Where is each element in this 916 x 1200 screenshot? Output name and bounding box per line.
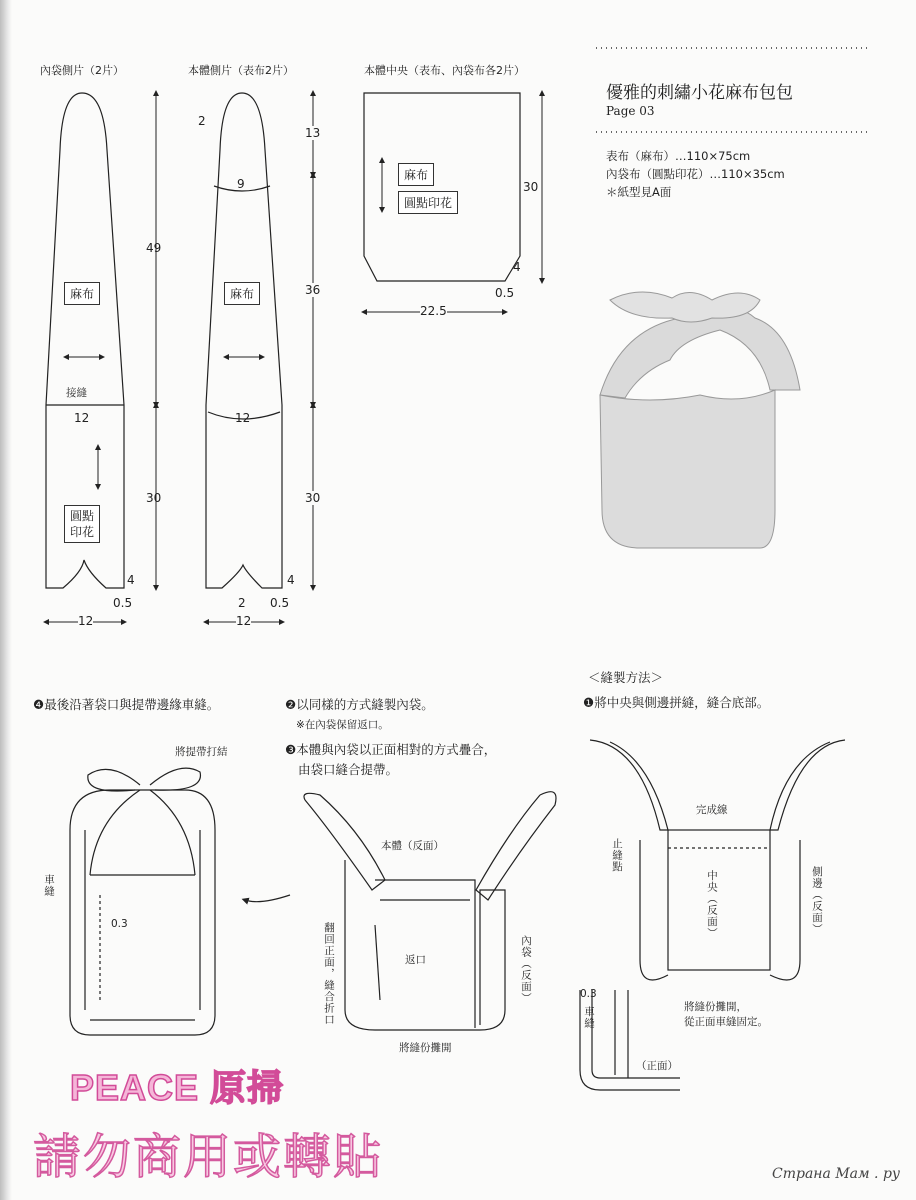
center-caption: 本體中央（表布、內袋布各2片） (364, 64, 525, 77)
center-piece (364, 93, 520, 281)
inner-side-caption: 內袋側片（2片） (40, 64, 124, 77)
inner-bottom-height: 30 (146, 491, 162, 505)
d2-opening: 返口 (405, 954, 426, 966)
d1-stop-point: 止縫點 (611, 838, 623, 873)
watermark-line-2: 請勿商用或轉貼 (33, 1129, 384, 1185)
material-2: 內袋布（圓點印花）…110×35cm (606, 167, 785, 181)
body-top-height: 13 (305, 126, 321, 140)
d1-corner-detail (580, 990, 680, 1090)
step-3-line-2: 由袋口縫合提帶。 (298, 762, 399, 777)
body-mid-height: 36 (305, 283, 321, 297)
site-watermark: Страна Мам . ру (772, 1166, 901, 1182)
step-3-line-1: ❸本體與內袋以正面相對的方式疊合， (285, 742, 497, 757)
d4-tie: 將提帶打結 (175, 746, 228, 758)
d2-lining-wrong: 內袋（反面） (520, 935, 532, 1004)
d2-open-seam: 將縫份攤開 (399, 1042, 452, 1054)
inner-base-width: 12 (78, 614, 94, 628)
inner-fabric-top: 麻布 (64, 282, 100, 305)
d1-open-seam-2: 從正面車縫固定。 (684, 1016, 768, 1028)
inner-notch-w: 0.5 (113, 596, 133, 610)
inner-top-height: 49 (146, 241, 162, 255)
d1-topstitch: 車縫 (583, 1006, 595, 1029)
center-height: 30 (523, 180, 539, 194)
body-fabric: 麻布 (224, 282, 260, 305)
center-width: 22.5 (420, 304, 447, 318)
center-fabric-a: 麻布 (398, 163, 434, 186)
body-base-width: 12 (236, 614, 252, 628)
inner-fabric-bottom (64, 505, 100, 543)
center-fabric-b: 圓點印花 (398, 191, 458, 214)
d4-topstitch: 車縫 (43, 874, 55, 897)
d1-open-seam (684, 1000, 768, 1030)
d2-turn-label: 翻回正面，縫合折口 (323, 922, 335, 1026)
body-notch-h: 4 (287, 573, 295, 587)
step-2-note: ※在內袋保留返口。 (296, 719, 389, 731)
step-4: ❹最後沿著袋口與提帶邊緣車縫。 (33, 697, 220, 712)
page-title: 優雅的刺繡小花麻布包包 (606, 83, 793, 103)
body-side-caption: 本體側片（表布2片） (188, 64, 294, 77)
d2-right-strap (476, 792, 556, 900)
watermark-line-1: PEACE 原掃 (70, 1067, 285, 1108)
d1-offset: 0.3 (580, 988, 597, 1000)
d4-bow (88, 768, 201, 791)
inner-notch-h: 4 (127, 573, 135, 587)
page-ref: Page 03 (606, 104, 655, 118)
d1-center: 中央（反面） (706, 870, 718, 939)
step-1: ❶將中央與側邊拼縫，縫合底部。 (583, 695, 770, 710)
material-1: 表布（麻布）…110×75cm (606, 149, 751, 163)
d1-right-strap (770, 740, 845, 830)
center-notch-w: 0.5 (495, 286, 515, 300)
inner-fabric-bottom-2: 印花 (70, 525, 95, 539)
inner-fabric-bottom-1: 圓點 (70, 509, 95, 523)
inner-seam-label: 接縫 (66, 387, 87, 399)
inner-mid-width: 12 (74, 411, 90, 425)
d2-body-wrong: 本體（反面） (381, 840, 444, 852)
center-notch-h: 4 (513, 260, 521, 274)
body-notch-bottom: 2 (238, 596, 246, 610)
body-bottom-height: 30 (305, 491, 321, 505)
d1-left-strap (590, 740, 668, 830)
step-2: ❷以同樣的方式縫製內袋。 (285, 697, 434, 712)
step-3 (285, 740, 496, 780)
d1-right-side: （正面） (636, 1060, 678, 1072)
body-mid-width: 12 (235, 411, 251, 425)
body-corner: 2 (198, 114, 206, 128)
body-notch-w: 0.5 (270, 596, 290, 610)
d1-open-seam-1: 將縫份攤開， (684, 1001, 747, 1013)
materials (606, 147, 785, 201)
sewing-heading: ＜縫製方法＞ (588, 670, 664, 685)
d4-offset: 0.3 (111, 918, 128, 930)
d4-body (70, 790, 215, 1035)
d1-finish-line: 完成線 (696, 804, 728, 816)
bag-photo (600, 292, 800, 548)
body-side-piece (206, 93, 282, 588)
body-top-width: 9 (237, 177, 245, 191)
d1-side: 側邊（反面） (811, 866, 823, 935)
material-3: ＊紙型見A面 (606, 185, 672, 199)
